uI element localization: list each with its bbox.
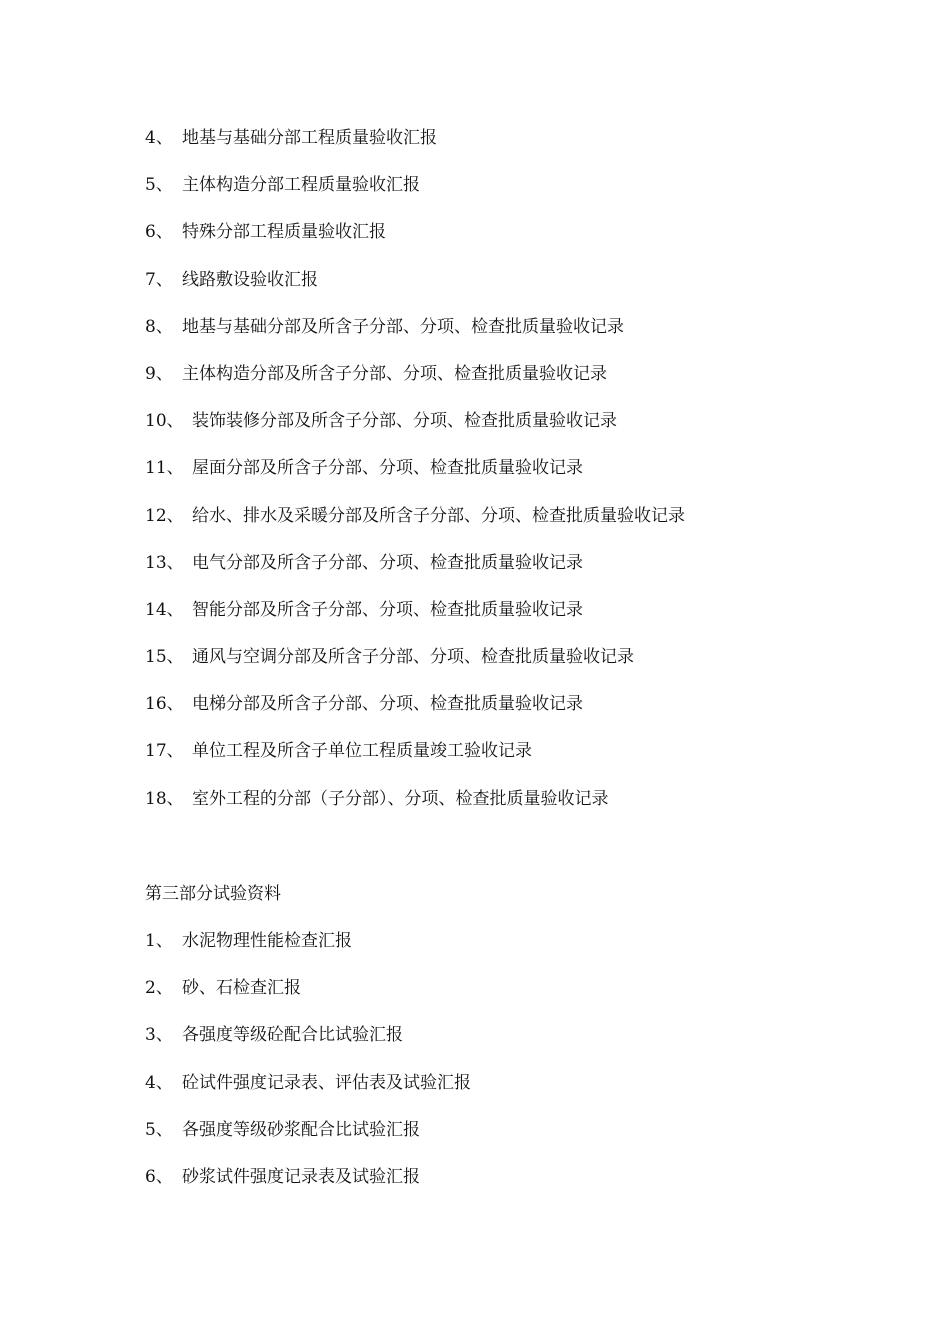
item-text: 智能分部及所含子分部、分项、检查批质量验收记录 xyxy=(192,599,583,620)
item-text: 各强度等级砼配合比试验汇报 xyxy=(182,1025,403,1046)
list-item xyxy=(145,977,905,1024)
item-text: 给水、排水及采暖分部及所含子分部、分项、检查批质量验收记录 xyxy=(192,505,685,526)
item-number: 7、 xyxy=(145,269,173,290)
list-item xyxy=(145,788,905,835)
item-text: 各强度等级砂浆配合比试验汇报 xyxy=(182,1119,420,1140)
item-number: 4、 xyxy=(145,128,173,148)
list-item xyxy=(145,740,905,787)
item-text: 主体构造分部及所含子分部、分项、检查批质量验收记录 xyxy=(182,363,607,384)
item-text: 地基与基础分部工程质量验收汇报 xyxy=(182,128,437,148)
list-item xyxy=(145,505,905,552)
item-text: 电气分部及所含子分部、分项、检查批质量验收记录 xyxy=(192,552,583,573)
item-number: 18、 xyxy=(145,788,184,809)
list-item xyxy=(145,457,905,504)
item-text: 特殊分部工程质量验收汇报 xyxy=(182,222,386,243)
item-text: 地基与基础分部及所含子分部、分项、检查批质量验收记录 xyxy=(182,316,624,337)
item-number: 3、 xyxy=(145,1025,173,1046)
item-text: 主体构造分部工程质量验收汇报 xyxy=(182,175,420,196)
item-number: 15、 xyxy=(145,647,184,668)
item-number: 16、 xyxy=(145,694,184,715)
item-number: 13、 xyxy=(145,552,184,573)
item-text: 电梯分部及所含子分部、分项、检查批质量验收记录 xyxy=(192,694,583,715)
item-list-part3 xyxy=(145,930,905,1213)
list-item xyxy=(145,410,905,457)
item-number: 5、 xyxy=(145,1119,173,1140)
list-item xyxy=(145,316,905,363)
item-text: 单位工程及所含子单位工程质量竣工验收记录 xyxy=(192,741,532,762)
item-number: 17、 xyxy=(145,741,184,762)
item-number: 10、 xyxy=(145,411,184,432)
item-text: 装饰装修分部及所含子分部、分项、检查批质量验收记录 xyxy=(192,411,617,432)
list-item xyxy=(145,221,905,268)
item-text: 室外工程的分部（子分部）、分项、检查批质量验收记录 xyxy=(192,788,609,809)
list-item xyxy=(145,1166,905,1213)
item-number: 6、 xyxy=(145,1166,173,1187)
list-item xyxy=(145,930,905,977)
item-text: 线路敷设验收汇报 xyxy=(182,269,318,290)
item-list-part2 xyxy=(145,127,905,835)
list-item xyxy=(145,646,905,693)
item-text: 砼试件强度记录表、评估表及试验汇报 xyxy=(182,1072,471,1093)
item-number: 2、 xyxy=(145,978,173,999)
item-number: 6、 xyxy=(145,222,173,243)
list-item xyxy=(145,693,905,740)
item-text: 砂、石检查汇报 xyxy=(182,978,301,999)
list-item xyxy=(145,127,905,174)
item-number: 8、 xyxy=(145,316,173,337)
list-item xyxy=(145,1024,905,1071)
item-text: 通风与空调分部及所含子分部、分项、检查批质量验收记录 xyxy=(192,647,634,668)
item-text: 砂浆试件强度记录表及试验汇报 xyxy=(182,1166,420,1187)
item-number: 1、 xyxy=(145,931,173,951)
item-number: 5、 xyxy=(145,175,173,196)
item-number: 11、 xyxy=(145,458,184,479)
list-item xyxy=(145,174,905,221)
item-text: 水泥物理性能检查汇报 xyxy=(182,931,352,951)
list-item xyxy=(145,552,905,599)
section-heading: 第三部分试验资料 xyxy=(145,884,281,904)
list-item xyxy=(145,1072,905,1119)
list-item xyxy=(145,363,905,410)
item-number: 4、 xyxy=(145,1072,173,1093)
list-item xyxy=(145,1119,905,1166)
item-text: 屋面分部及所含子分部、分项、检查批质量验收记录 xyxy=(192,458,583,479)
list-item xyxy=(145,269,905,316)
item-number: 9、 xyxy=(145,363,173,384)
item-number: 14、 xyxy=(145,599,184,620)
list-item xyxy=(145,599,905,646)
item-number: 12、 xyxy=(145,505,184,526)
